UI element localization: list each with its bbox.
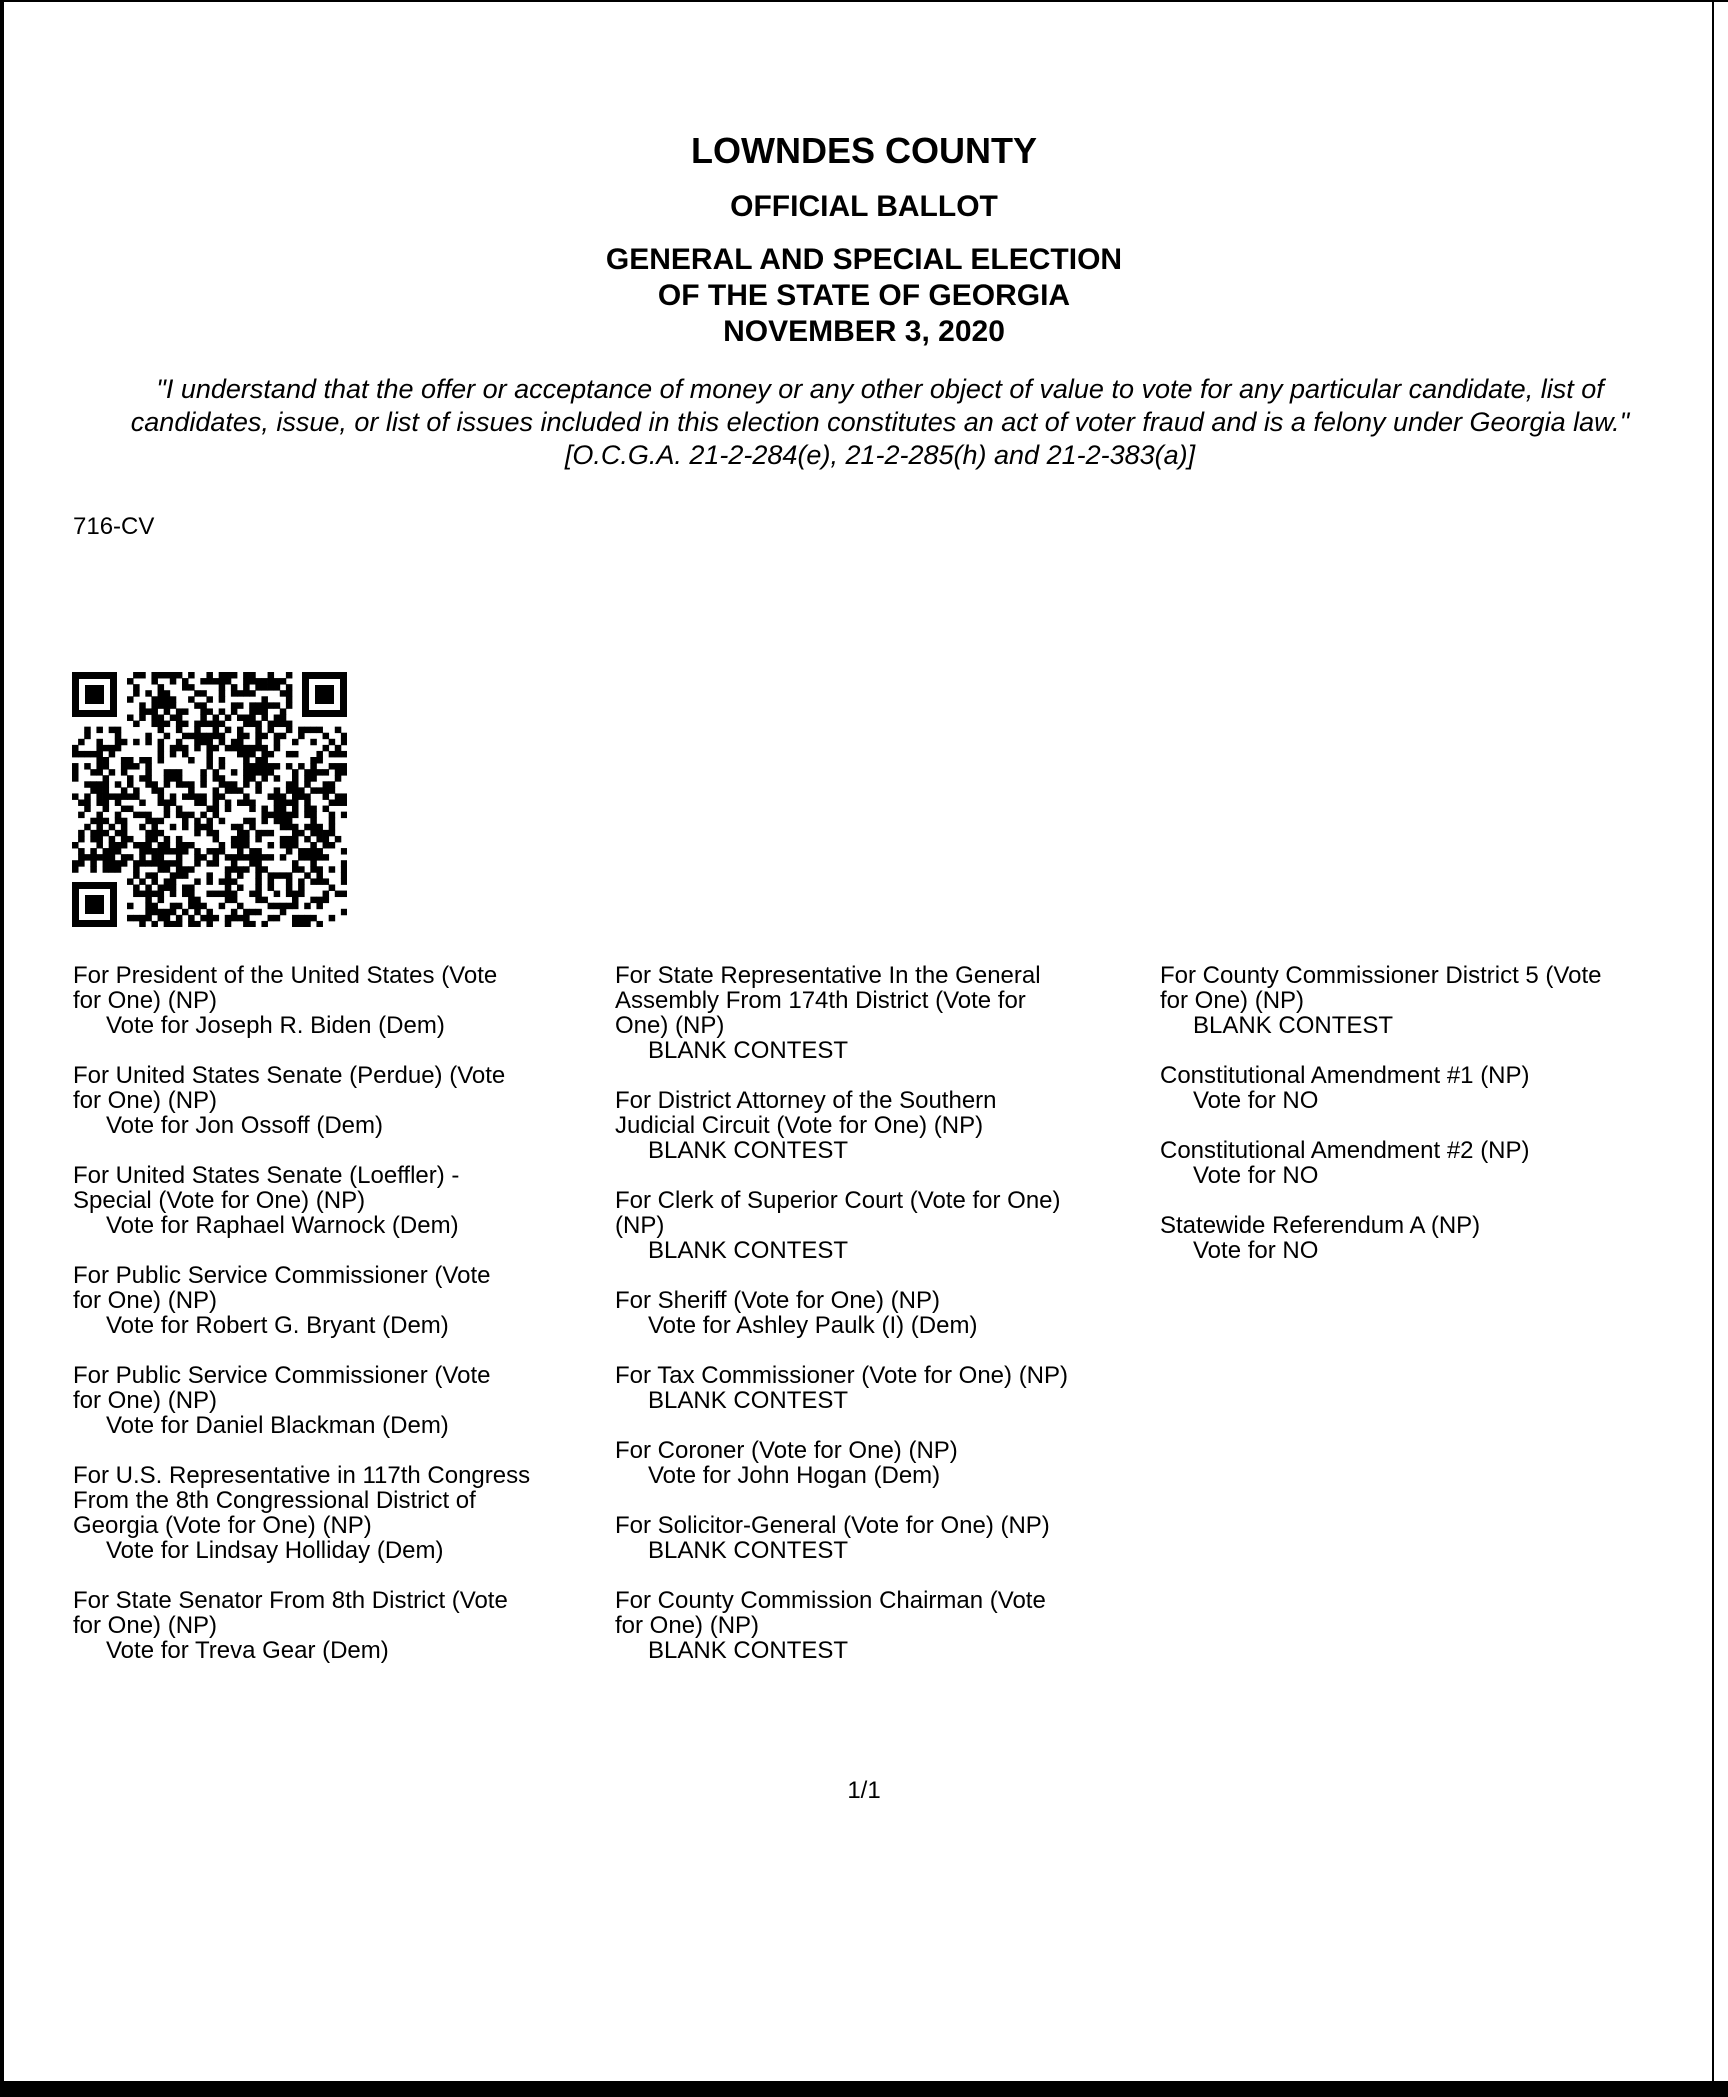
contest-district-attorney	[615, 1088, 1155, 1163]
contest-title: For Public Service Commissioner (Vote for One) (NP)	[73, 1262, 491, 1314]
contest-title: Constitutional Amendment #1 (NP)	[1160, 1062, 1530, 1089]
contest-title: For County Commissioner District 5 (Vote for One) (NP)	[1160, 962, 1602, 1014]
contest-constitutional-amendment-2	[1160, 1138, 1680, 1188]
contest-public-service-commissioner-1	[73, 1263, 613, 1338]
contest-selection: Vote for Raphael Warnock (Dem)	[106, 1212, 459, 1239]
contest-coroner	[615, 1438, 1155, 1488]
voter-oath-statement: "I understand that the offer or acceptance of money or any other object of value to vote for any particular candidate, list of candidates, issue, or list of issues included in this election constitutes an act of voter fraud and is a felony under Georgia law." [O.C.G.A. 21-2-284(e), 21-2-285(h) and 21-2-383(a)]	[130, 374, 1630, 470]
election-title-line1: GENERAL AND SPECIAL ELECTION	[605, 243, 1123, 276]
contest-selection: BLANK CONTEST	[648, 1037, 849, 1064]
contest-title: For District Attorney of the Southern Judicial Circuit (Vote for One) (NP)	[615, 1087, 997, 1139]
contest-title: For United States Senate (Perdue) (Vote for One) (NP)	[73, 1062, 506, 1114]
contest-constitutional-amendment-1	[1160, 1063, 1680, 1113]
page-number: 1/1	[847, 1777, 881, 1804]
contest-title: Constitutional Amendment #2 (NP)	[1160, 1137, 1530, 1164]
contest-title: For Solicitor-General (Vote for One) (NP)	[615, 1512, 1050, 1539]
contest-selection: Vote for NO	[1193, 1087, 1319, 1114]
contest-us-senate-perdue	[73, 1063, 613, 1138]
contest-column-1	[73, 963, 613, 1688]
contest-title: Statewide Referendum A (NP)	[1160, 1212, 1481, 1239]
contest-selection: BLANK CONTEST	[648, 1237, 849, 1264]
election-date: NOVEMBER 3, 2020	[723, 315, 1005, 348]
contest-title: For U.S. Representative in 117th Congress From the 8th Congressional District of Georgia (Vote for One) (NP)	[73, 1462, 531, 1539]
contest-tax-commissioner	[615, 1363, 1155, 1413]
contest-selection: BLANK CONTEST	[648, 1537, 849, 1564]
contest-selection: Vote for Robert G. Bryant (Dem)	[106, 1312, 449, 1339]
contest-solicitor-general	[615, 1513, 1155, 1563]
election-title	[0, 242, 1728, 350]
contest-selection: Vote for Jon Ossoff (Dem)	[106, 1112, 383, 1139]
contest-selection: Vote for NO	[1193, 1237, 1319, 1264]
contest-selection: BLANK CONTEST	[648, 1637, 849, 1664]
top-border	[0, 0, 1728, 2]
contest-selection: Vote for John Hogan (Dem)	[648, 1462, 941, 1489]
contest-title: For Tax Commissioner (Vote for One) (NP)	[615, 1362, 1069, 1389]
contest-public-service-commissioner-2	[73, 1363, 613, 1438]
contest-title: For Coroner (Vote for One) (NP)	[615, 1437, 958, 1464]
contest-column-2	[615, 963, 1155, 1688]
county-title: LOWNDES COUNTY	[691, 130, 1037, 171]
ballot-style-code: 716-CV	[73, 513, 155, 540]
contest-title: For Sheriff (Vote for One) (NP)	[615, 1287, 940, 1314]
contest-us-senate-loeffler	[73, 1163, 613, 1238]
contest-title: For State Senator From 8th District (Vote for One) (NP)	[73, 1587, 508, 1639]
bottom-border	[0, 2081, 1728, 2097]
contest-title: For United States Senate (Loeffler) - Special (Vote for One) (NP)	[73, 1162, 460, 1214]
contest-title: For President of the United States (Vote for One) (NP)	[73, 962, 498, 1014]
election-title-line2: OF THE STATE OF GEORGIA	[657, 279, 1071, 312]
ballot-type-title: OFFICIAL BALLOT	[730, 190, 998, 223]
contest-sheriff	[615, 1288, 1155, 1338]
contest-title: For Public Service Commissioner (Vote for One) (NP)	[73, 1362, 491, 1414]
contest-title: For Clerk of Superior Court (Vote for One) (NP)	[615, 1187, 1061, 1239]
contest-state-representative	[615, 963, 1155, 1063]
contest-county-commission-chairman	[615, 1588, 1155, 1663]
contest-selection: BLANK CONTEST	[648, 1387, 849, 1414]
contest-selection: Vote for Daniel Blackman (Dem)	[106, 1412, 449, 1439]
contest-state-senator	[73, 1588, 613, 1663]
contest-selection: Vote for Ashley Paulk (I) (Dem)	[648, 1312, 978, 1339]
contest-title: For County Commission Chairman (Vote for One) (NP)	[615, 1587, 1046, 1639]
contest-us-representative	[73, 1463, 613, 1563]
contest-statewide-referendum-a	[1160, 1213, 1680, 1263]
contest-selection: Vote for Joseph R. Biden (Dem)	[106, 1012, 445, 1039]
contest-president	[73, 963, 613, 1038]
contest-column-3	[1160, 963, 1680, 1288]
contest-selection: Vote for Treva Gear (Dem)	[106, 1637, 389, 1664]
qr-code-icon	[72, 672, 347, 927]
contest-county-commissioner-district-5	[1160, 963, 1680, 1038]
contest-selection: Vote for NO	[1193, 1162, 1319, 1189]
contest-title: For State Representative In the General Assembly From 174th District (Vote for One) (NP)	[615, 962, 1041, 1039]
contest-selection: Vote for Lindsay Holliday (Dem)	[106, 1537, 444, 1564]
contest-selection: BLANK CONTEST	[648, 1137, 849, 1164]
contest-selection: BLANK CONTEST	[1193, 1012, 1394, 1039]
contest-clerk-superior-court	[615, 1188, 1155, 1263]
